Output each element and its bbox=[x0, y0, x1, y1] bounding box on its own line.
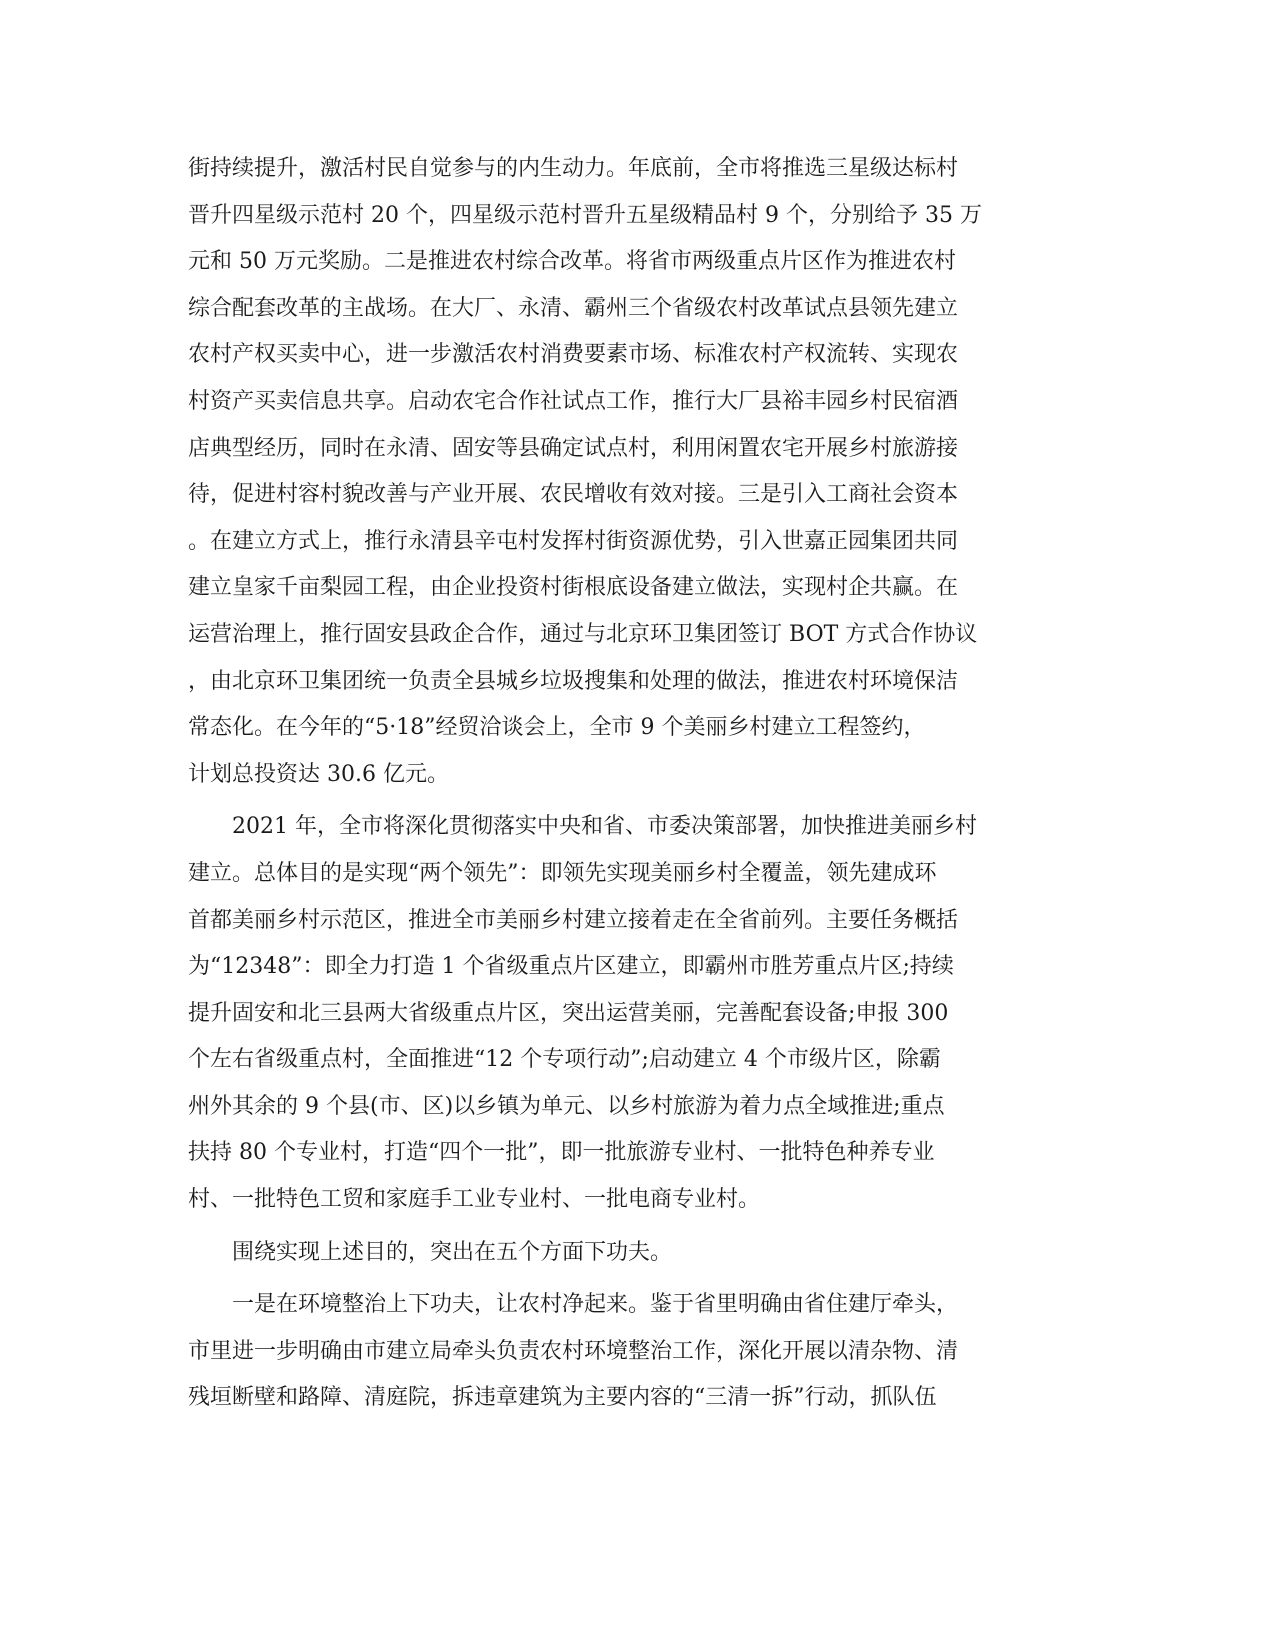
text-line: 建立。总体目的是实现“两个领先”：即领先实现美丽乡村全覆盖，领先建成环 bbox=[188, 860, 937, 886]
text-line: 市里进一步明确由市建立局牵头负责农村环境整治工作，深化开展以清杂物、清 bbox=[188, 1338, 959, 1364]
text-line: 晋升四星级示范村 20 个，四星级示范村晋升五星级精品村 9 个，分别给予 35 万 bbox=[188, 202, 982, 228]
text-line: 店典型经历，同时在永清、固安等县确定试点村，利用闲置农宅开展乡村旅游接 bbox=[188, 435, 959, 461]
text-line: 街持续提升，激活村民自觉参与的内生动力。年底前，全市将推选三星级达标村 bbox=[188, 156, 959, 181]
text-line: 。在建立方式上，推行永清县辛屯村发挥村街资源优势，引入世嘉正园集团共同 bbox=[188, 528, 959, 554]
text-line: 元和 50 万元奖励。二是推进农村综合改革。将省市两级重点片区作为推进农村 bbox=[188, 249, 956, 275]
text-line: 首都美丽乡村示范区，推进全市美丽乡村建立接着走在全省前列。主要任务概括 bbox=[188, 907, 959, 933]
text-line: 运营治理上，推行固安县政企合作，通过与北京环卫集团签订 BOT 方式合作协议 bbox=[188, 621, 978, 647]
text-line: 村资产买卖信息共享。启动农宅合作社试点工作，推行大厂县裕丰园乡村民宿酒 bbox=[188, 388, 959, 414]
text-line: 农村产权买卖中心，进一步激活农村消费要素市场、标准农村产权流转、实现农 bbox=[188, 342, 959, 368]
text-line: 综合配套改革的主战场。在大厂、永清、霸州三个省级农村改革试点县领先建立 bbox=[188, 295, 959, 321]
text-line: 为“12348”：即全力打造 1 个省级重点片区建立，即霸州市胜芳重点片区;持续 bbox=[188, 954, 954, 980]
text-line: 扶持 80 个专业村，打造“四个一批”，即一批旅游专业村、一批特色种养专业 bbox=[188, 1140, 935, 1166]
text-line: ，由北京环卫集团统一负责全县城乡垃圾搜集和处理的做法，推进农村环境保洁 bbox=[188, 668, 959, 694]
text-line: 个左右省级重点村，全面推进“12 个专项行动”;启动建立 4 个市级片区，除霸 bbox=[188, 1047, 941, 1073]
paragraph-first-line: 2021 年，全市将深化贯彻落实中央和省、市委决策部署，加快推进美丽乡村 bbox=[232, 814, 977, 840]
text-line: 待，促进村容村貌改善与产业开展、农民增收有效对接。三是引入工商社会资本 bbox=[188, 482, 959, 508]
body-text bbox=[188, 146, 1048, 1422]
paragraph-first-line: 一是在环境整治上下功夫，让农村净起来。鉴于省里明确由省住建厅牵头， bbox=[232, 1292, 959, 1318]
text-line: 常态化。在今年的“5·18”经贸洽谈会上，全市 9 个美丽乡村建立工程签约， bbox=[188, 715, 926, 741]
text-line: 残垣断壁和路障、清庭院，拆违章建筑为主要内容的“三清一拆”行动，抓队伍 bbox=[188, 1385, 937, 1411]
text-line: 计划总投资达 30.6 亿元。 bbox=[188, 761, 449, 787]
text-line: 州外其余的 9 个县(市、区)以乡镇为单元、以乡村旅游为着力点全域推进;重点 bbox=[188, 1093, 945, 1119]
paragraph-first-line: 围绕实现上述目的，突出在五个方面下功夫。 bbox=[232, 1239, 673, 1265]
text-line: 建立皇家千亩梨园工程，由企业投资村街根底设备建立做法，实现村企共赢。在 bbox=[188, 575, 959, 601]
text-line: 村、一批特色工贸和家庭手工业专业村、一批电商专业村。 bbox=[188, 1187, 761, 1213]
text-line: 提升固安和北三县两大省级重点片区，突出运营美丽，完善配套设备;申报 300 bbox=[188, 1000, 949, 1026]
